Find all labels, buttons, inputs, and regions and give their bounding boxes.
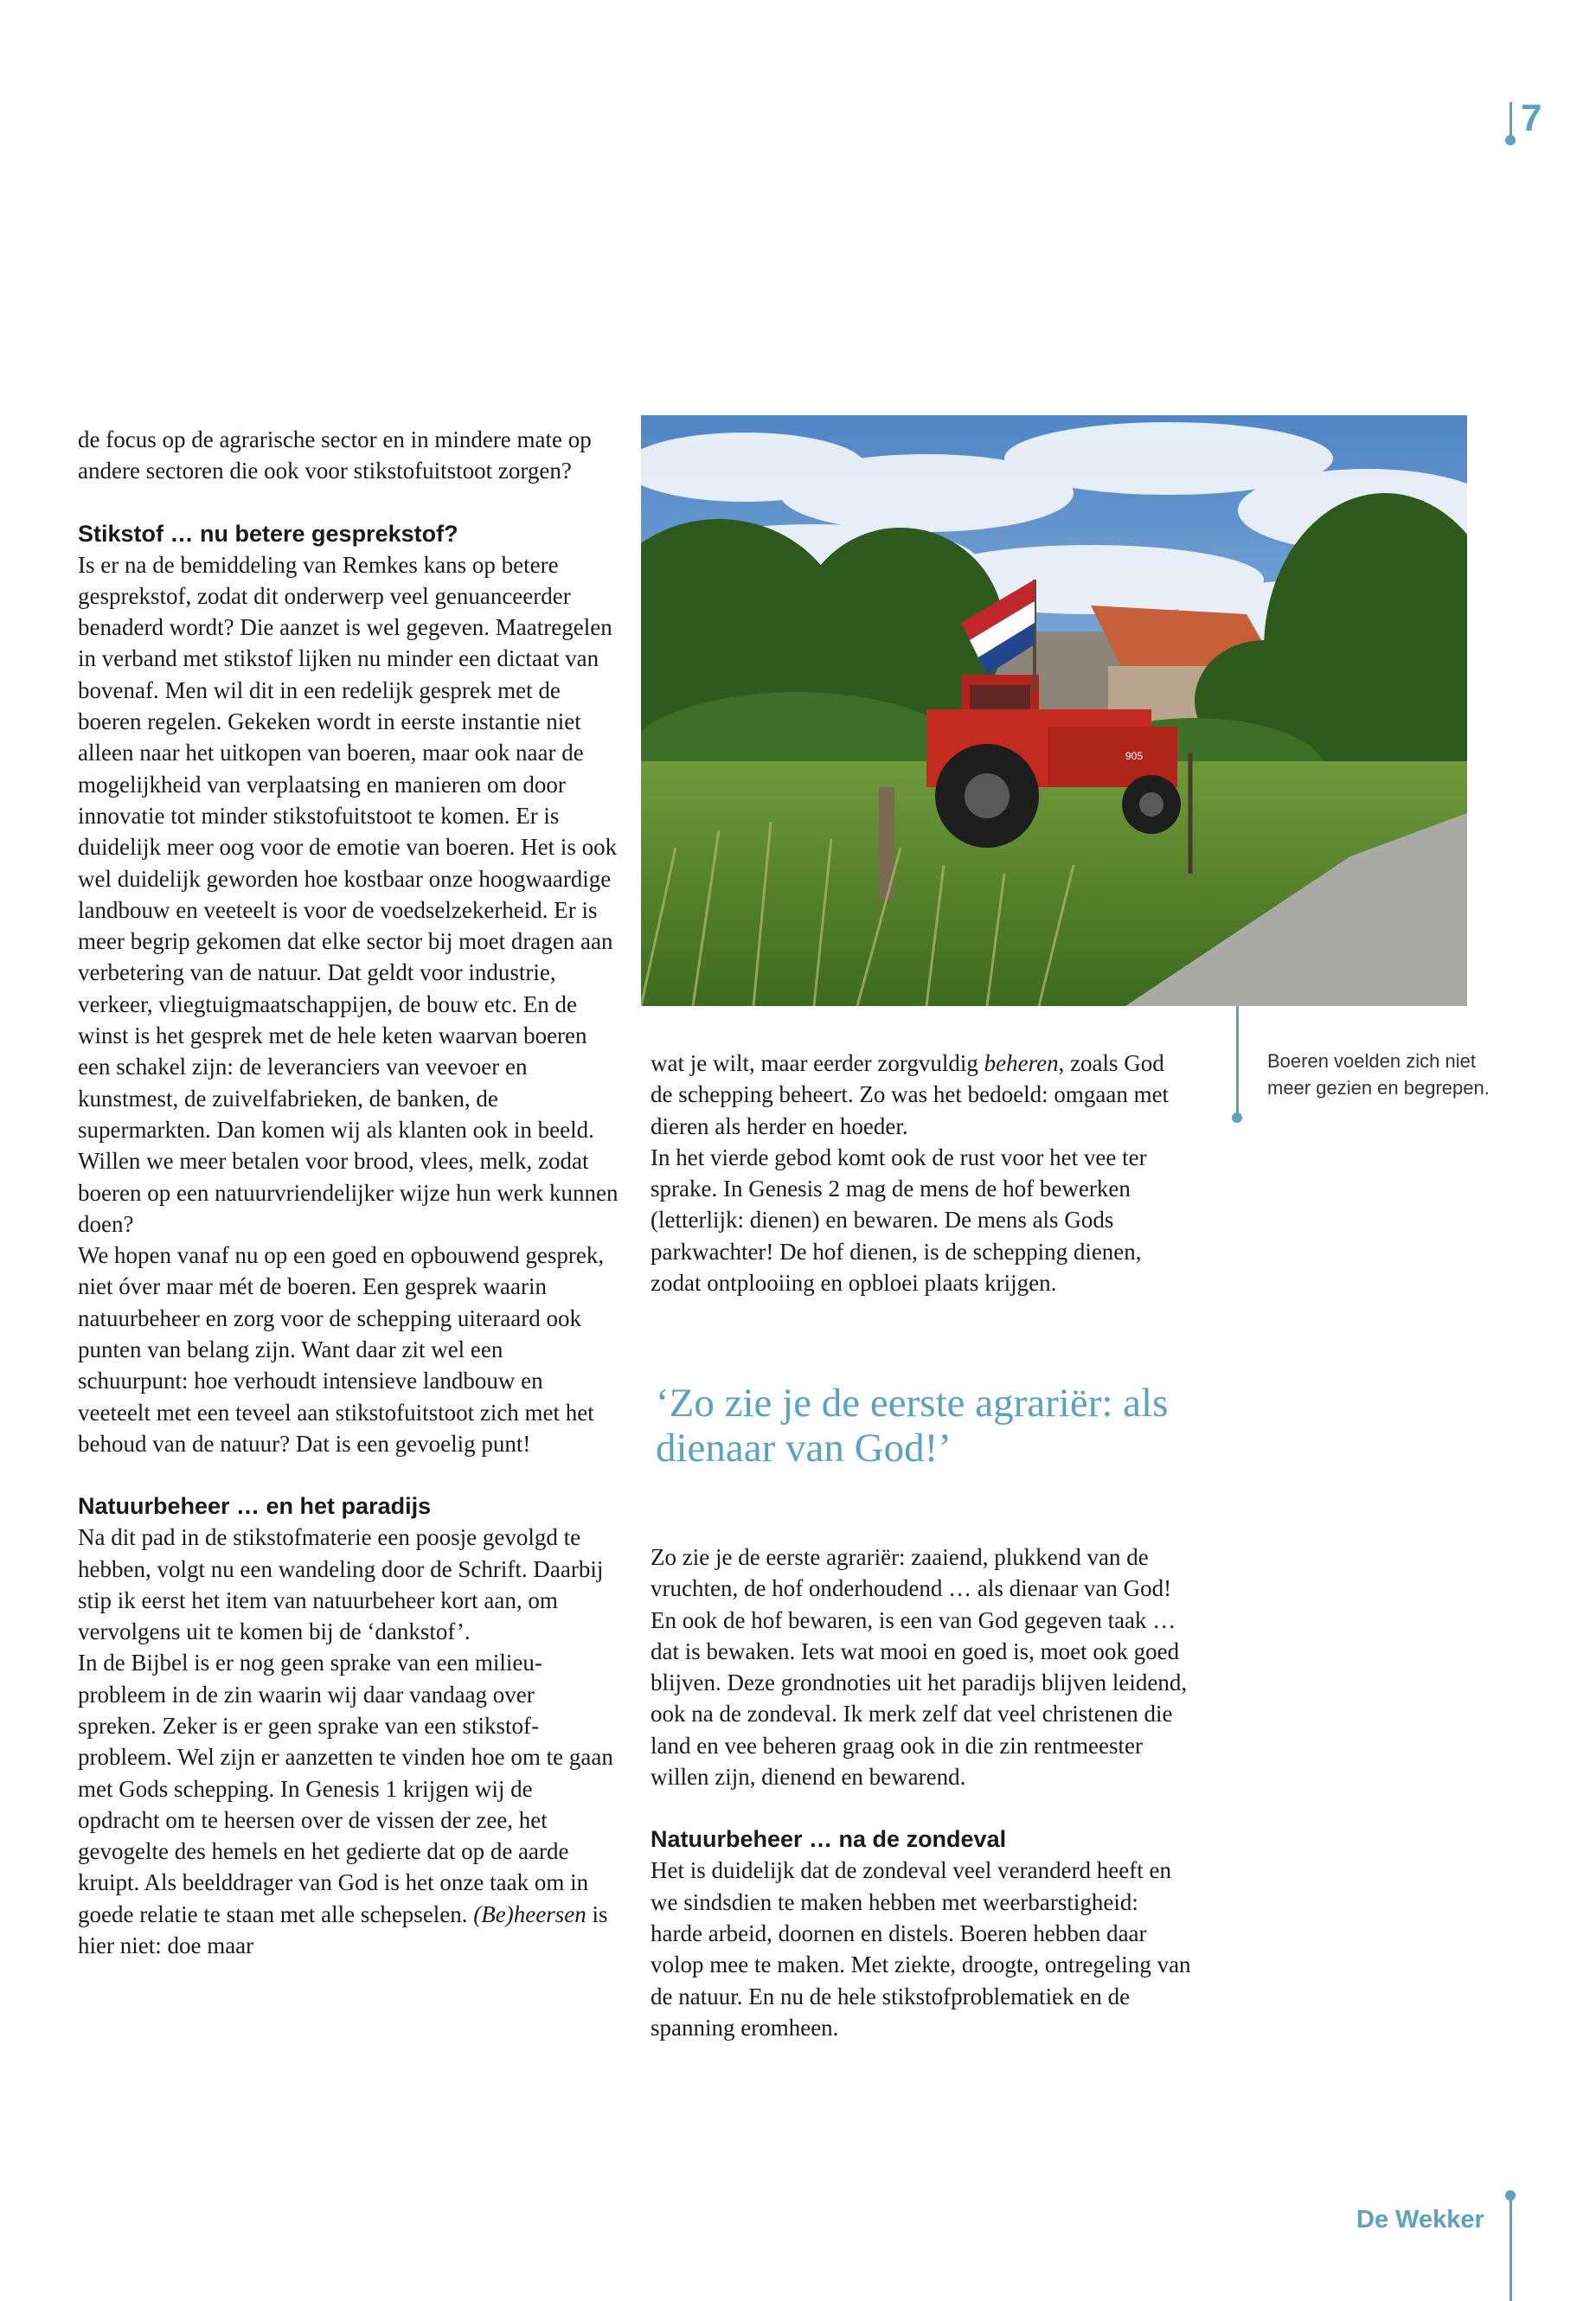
tractor-label: 905 [1125,750,1144,762]
page-number-rule [1509,102,1512,138]
tractor-photo [641,415,1467,1006]
paragraph: In het vierde gebod komt ook de rust voor het vee ter sprake. In Genesis 2 mag de mens de hof bewerken (letterlijk: dienen) en bewaren. De mens als Gods parkwachter! De hof dienen, is de schepping dienen, zodat ontplooiing en opbloei plaats krijgen. [651,1144,1147,1297]
paragraph: Het is duidelijk dat de zondeval veel veranderd heeft en we sindsdien te maken hebben met weerbarstigheid: harde arbeid, doornen en distels. Boeren hebben daar volop mee te maken. Met ziekte, droogte, ontregeling van de natuur. En nu de hele stikstofproblematiek en de spanning eromheen. [651,1857,1191,2041]
paragraph: We hopen vanaf nu op een goed en opbouwend gesprek, niet óver maar mét de boeren. Een gesprek waarin natuurbeheer en zorg voor de schepping uiteraard ook punten van belang zijn. Want daar zit wel een schuurpunt: hoe verhoudt intensieve landbouw en veeteelt met een teveel aan stikstofuitstoot zich met het behoud van de natuur? Dat is een gevoelig punt! [78,1242,605,1457]
article-column-middle-bottom [651,1541,1191,2043]
paragraph: wat je wilt, maar eerder zorgvuldig beheren, zoals God de schepping beheert. Zo was het bedoeld: omgaan met dieren als herder en hoeder. [651,1050,1170,1139]
paragraph: In de Bijbel is er nog geen sprake van een milieuprobleem in de zin waarin wij daar vandaag over spreken. Zeker is er geen sprake van een stikstofprobleem. Wel zijn er aanzetten te vinden hoe om te gaan met Gods schepping. In Genesis 1 krijgen wij de opdracht om te heersen over de vissen der zee, het gevogelte des hemels en het gedierte dat op de aarde kruipt. Als beelddrager van God is het onze taak om in goede relatie te staan met alle schepselen. (Be)heersen is hier niet: doe maar [78,1650,613,1959]
section-heading: Natuurbeheer … en het paradijs [78,1493,432,1520]
section-heading: Stikstof … nu betere gesprekstof? [78,520,458,547]
page-number: 7 [1521,97,1542,139]
footer-rule [1509,2197,1512,2301]
caption-dot [1232,1112,1242,1123]
paragraph: Is er na de bemiddeling van Remkes kans op betere gesprekstof, zodat dit onderwerp veel genuanceerder benaderd wordt? Die aanzet is wel gegeven. Maatregelen in verband met stikstof lijken nu minder een dictaat van bovenaf. Men wil dit in een redelijk gesprek met de boeren regelen. Gekeken wordt in eerste instantie niet alleen naar het uitkopen van boeren, maar ook naar de mogelijkheid van verplaatsing en manieren om door innovatie tot minder stikstofuitstoot te komen. Er is duidelijk meer oog voor de emotie van boeren. Het is ook wel duidelijk geworden hoe kostbaar onze hoogwaardige landbouw en veeteelt is voor de voedselzekerheid. Er is meer begrip gekomen dat elke sector bij moet dragen aan verbetering van de natuur. Dat geldt voor industrie, verkeer, vliegtuigmaatschappijen, de bouw etc. En de winst is het gesprek met de hele keten waarvan boeren een schakel zijn: de leveranciers van veevoer en kunstmest, de zuivelfabrieken, de banken, de supermarkten. Dan komen wij als klanten ook in beeld. Willen we meer betalen voor brood, vlees, melk, zodat boeren op een natuurvriendelijker wijze hun werk kunnen doen? [78,551,619,1237]
pull-quote: ‘Zo zie je de eerste agrariër: als dienaar van God!’ [656,1381,1169,1471]
photo-caption: Boeren voelden zich niet meer gezien en begrepen. [1267,1050,1490,1099]
paragraph: Na dit pad in de stikstofmaterie een poosje gevolgd te hebben, volgt nu een wandeling door de Schrift. Daarbij stip ik eerst het item van natuurbeheer kort aan, om vervolgens uit te komen bij de ‘dankstof’. [78,1524,604,1645]
caption-rule [1236,1006,1239,1113]
paragraph: de focus op de agrarische sector en in mindere mate op andere sectoren die ook voor stikstofuitstoot zorgen? [78,426,592,484]
article-column-middle-top [651,1048,1191,1298]
section-heading: Natuurbeheer … na de zondeval [651,1826,1007,1853]
page-number-dot [1505,135,1516,145]
article-column-left [78,424,619,1961]
paragraph: Zo zie je de eerste agrariër: zaaiend, plukkend van de vruchten, de hof onderhoudend … als dienaar van God! En ook de hof bewaren, is een van God gegeven taak … dat is bewaken. Iets wat mooi en goed is, moet ook goed blijven. Deze grondnoties uit het paradijs blijven leidend, ook na de zondeval. Ik merk zelf dat veel christenen die land en vee beheren graag ook in die zin rentmeester willen zijn, dienend en bewarend. [651,1544,1188,1791]
publication-name: De Wekker [1356,2206,1484,2234]
